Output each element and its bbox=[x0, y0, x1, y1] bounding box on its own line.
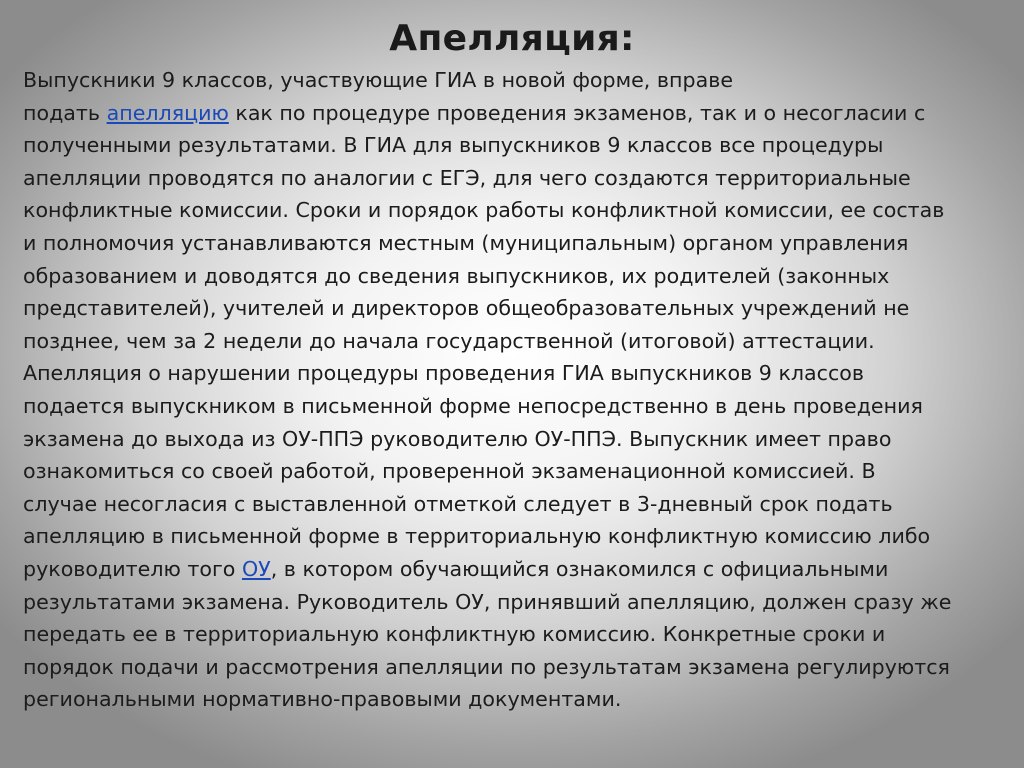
text-line-5: конфликтные комиссии. Сроки и порядок работы конфликтной комиссии, ее состав bbox=[23, 198, 945, 223]
text-line-16 bbox=[23, 553, 998, 586]
text-line-13: ознакомиться со своей работой, проверенной экзаменационной комиссией. В bbox=[23, 459, 876, 484]
text-line-1: Выпускники 9 классов, участвующие ГИА в новой форме, вправе bbox=[23, 68, 734, 92]
text-segment: подать bbox=[23, 100, 107, 125]
appeal-link[interactable]: апелляцию bbox=[106, 100, 229, 125]
text-segment: как по процедуре проведения экзаменов, так и о несогласии с bbox=[228, 100, 926, 125]
text-line-6: и полномочия устанавливаются местным (муниципальным) органом управления bbox=[23, 230, 909, 255]
text-line-15: апелляцию в письменной форме в территориальную конфликтную комиссию либо bbox=[23, 524, 931, 549]
text-line-10: Апелляция о нарушении процедуры проведения ГИА выпускников 9 классов bbox=[23, 361, 865, 386]
text-line-2 bbox=[23, 97, 998, 130]
text-line-12: экзамена до выхода из ОУ-ППЭ руководителю ОУ-ППЭ. Выпускник имеет право bbox=[23, 426, 892, 451]
text-line-19: порядок подачи и рассмотрения апелляции по результатам экзамена регулируются bbox=[23, 654, 950, 679]
text-segment: руководителю того bbox=[23, 556, 242, 581]
text-segment: , в котором обучающийся ознакомился с официальными bbox=[270, 556, 889, 581]
text-line-11: подается выпускником в письменной форме непосредственно в день проведения bbox=[23, 393, 923, 418]
ou-link[interactable]: ОУ bbox=[241, 556, 271, 581]
text-line-4: апелляции проводятся по аналогии с ЕГЭ, для чего создаются территориальные bbox=[23, 165, 911, 190]
text-line-3: полученными результатами. В ГИА для выпускников 9 классов все процедуры bbox=[23, 133, 884, 158]
slide-title: Апелляция: bbox=[389, 18, 635, 59]
slide-body-text bbox=[23, 64, 998, 716]
text-line-9: позднее, чем за 2 недели до начала государственной (итоговой) аттестации. bbox=[23, 328, 875, 353]
text-line-17: результатами экзамена. Руководитель ОУ, принявший апелляцию, должен сразу же bbox=[23, 589, 952, 614]
text-line-7: образованием и доводятся до сведения выпускников, их родителей (законных bbox=[23, 263, 890, 288]
text-line-18: передать ее в территориальную конфликтную комиссию. Конкретные сроки и bbox=[23, 622, 886, 647]
text-line-14: случае несогласия с выставленной отметкой следует в 3-дневный срок подать bbox=[23, 491, 893, 516]
text-line-20: региональными нормативно-правовыми документами. bbox=[23, 687, 622, 712]
text-line-8: представителей), учителей и директоров общеобразовательных учреждений не bbox=[23, 296, 910, 321]
